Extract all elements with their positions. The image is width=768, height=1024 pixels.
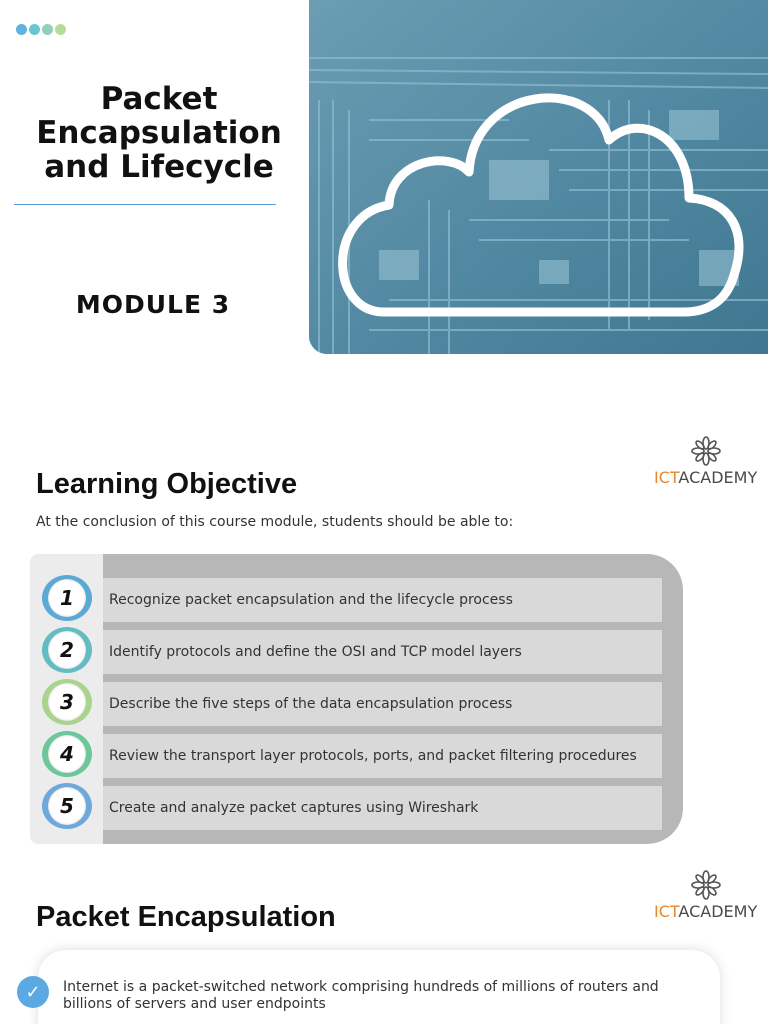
logo-wordmark: [654, 902, 757, 921]
title-line: Packet: [100, 81, 218, 117]
slide-title: [14, 82, 304, 184]
objective-number-badge: [42, 627, 92, 673]
bullet-item: Internet is a packet-switched network comprising hundreds of millions of routers and billions of servers and user endpoints: [63, 979, 659, 1012]
section-heading: Learning Objective: [36, 468, 298, 500]
objective-item: Review the transport layer protocols, ports, and packet filtering procedures: [103, 734, 662, 778]
title-slide: [0, 0, 768, 400]
section-heading: Packet Encapsulation: [36, 901, 336, 933]
flower-logo-icon: [691, 436, 721, 466]
dot: [16, 24, 27, 35]
ict-academy-logo: [654, 870, 757, 921]
objective-number: 5: [48, 787, 86, 825]
intro-text: At the conclusion of this course module, students should be able to:: [36, 514, 514, 530]
logo-academy: ACADEMY: [678, 468, 758, 487]
objective-number: 1: [48, 579, 86, 617]
logo-academy: ACADEMY: [678, 902, 758, 921]
objective-number: 4: [48, 735, 86, 773]
objective-number-badge: [42, 679, 92, 725]
circuit-board-image: [309, 0, 768, 354]
module-label: MODULE 3: [75, 290, 231, 319]
objective-number-badge: [42, 731, 92, 777]
objective-number-badge: [42, 575, 92, 621]
title-divider: [14, 204, 276, 205]
hero-image: [309, 0, 768, 354]
objective-number: 3: [48, 683, 86, 721]
title-line: Encapsulation: [36, 115, 282, 151]
decorative-dots: [16, 24, 66, 35]
title-line: and Lifecycle: [44, 149, 274, 185]
dot: [42, 24, 53, 35]
objective-number: 2: [48, 631, 86, 669]
logo-wordmark: [654, 468, 757, 487]
ict-academy-logo: [654, 436, 757, 487]
objective-item: Create and analyze packet captures using Wireshark: [103, 786, 662, 830]
objective-item: Identify protocols and define the OSI and TCP model layers: [103, 630, 662, 674]
objective-item: Recognize packet encapsulation and the lifecycle process: [103, 578, 662, 622]
check-icon: ✓: [17, 976, 49, 1008]
objective-item: Describe the five steps of the data encapsulation process: [103, 682, 662, 726]
logo-ict: ICT: [654, 468, 679, 487]
dot: [29, 24, 40, 35]
logo-ict: ICT: [654, 902, 679, 921]
objective-number-badge: [42, 783, 92, 829]
dot: [55, 24, 66, 35]
flower-logo-icon: [691, 870, 721, 900]
